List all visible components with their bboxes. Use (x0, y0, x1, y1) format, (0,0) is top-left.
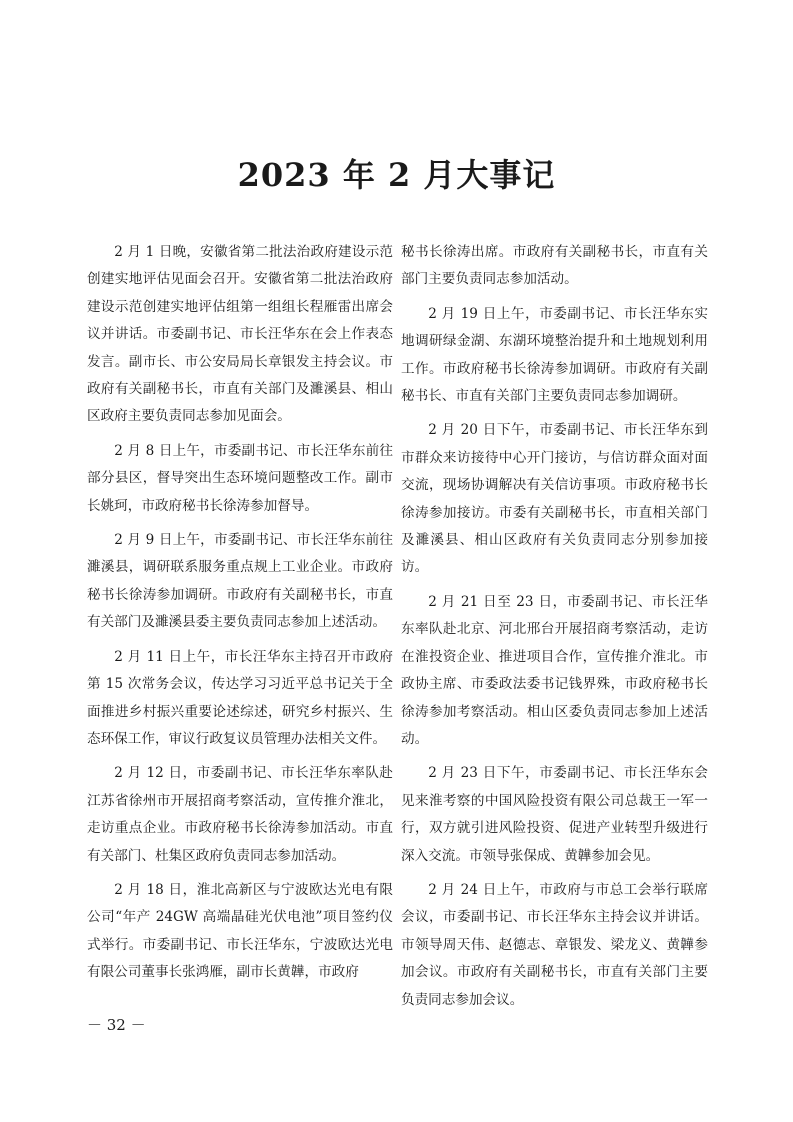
paragraph-feb-12: 2 月 12 日，市委副书记、市长汪华东率队赴江苏省徐州市开展招商考察活动，宣传推介淮北，走访重点企业。市政府秘书长徐涛参加活动。市直有关部门、杜集区政府负责同志参加活动。 (87, 765, 393, 864)
page-title: 2023 年 2 月大事记 (237, 156, 556, 194)
paragraph-feb-21: 2 月 21 日至 23 日，市委副书记、市长汪华东率队赴北京、河北邢台开展招商考察活动，走访在淮投资企业、推进项目合作，宣传推介淮北。市政协主席、市委政法委书记钱界殊，市政府秘书长徐涛参加考察活动。相山区委负责同志参加上述活动。 (401, 593, 708, 747)
paragraph-feb-1: 2 月 1 日晚，安徽省第二批法治政府建设示范创建实地评估见面会召开。安徽省第二批法治政府建设示范创建实地评估组第一组组长程雁雷出席会议并讲话。市委副书记、市长汪华东在会上作表态发言。副市长、市公安局局长章银发主持会议。市政府有关副秘书长，市直有关部门及濉溪县、相山区政府主要负责同志参加见面会。 (87, 244, 393, 425)
paragraph-feb-9: 2 月 9 日上午，市委副书记、市长汪华东前往濉溪县，调研联系服务重点规上工业企业。市政府秘书长徐涛参加调研。市政府有关副秘书长，市直有关部门及濉溪县委主要负责同志参加上述活动。 (87, 532, 393, 631)
paragraph-feb-20: 2 月 20 日下午，市委副书记、市长汪华东到市群众来访接待中心开门接访，与信访群众面对面交流，现场协调解决有关信访事项。市政府秘书长徐涛参加接访。市委有关副秘书长，市直相关部门及濉溪县、相山区政府有关负责同志分别参加接访。 (401, 422, 708, 576)
paragraph-feb-8: 2 月 8 日上午，市委副书记、市长汪华东前往部分县区，督导突出生态环境问题整改工作。副市长姚珂，市政府秘书长徐涛参加督导。 (87, 442, 393, 514)
left-column (87, 239, 393, 994)
page-number: － 32 － (87, 1016, 146, 1034)
paragraph-feb-18: 2 月 18 日，淮北高新区与宁波欧达光电有限公司“年产 24GW 高端晶硅光伏电池”项目签约仪式举行。市委副书记、市长汪华东，宁波欧达光电有限公司董事长张鸿雁，副市长黄韡，市政府 (87, 881, 393, 981)
paragraph-feb-11: 2 月 11 日上午，市长汪华东主持召开市政府第 15 次常务会议，传达学习习近平总书记关于全面推进乡村振兴重要论述综述，研究乡村振兴、生态环保工作，审议行政复议员管理办法相关文件。 (87, 648, 393, 747)
paragraph-feb-19: 2 月 19 日上午，市委副书记、市长汪华东实地调研绿金湖、东湖环境整治提升和土地规划利用工作。市政府秘书长徐涛参加调研。市政府有关副秘书长、市直有关部门主要负责同志参加调研。 (401, 305, 708, 405)
right-column (401, 239, 708, 1021)
paragraph-feb-23: 2 月 23 日下午，市委副书记、市长汪华东会见来淮考察的中国风险投资有限公司总裁王一军一行，双方就引进风险投资、促进产业转型升级进行深入交流。市领导张保成、黄韡参加会见。 (401, 765, 708, 864)
paragraph-feb-24: 2 月 24 日上午，市政府与市总工会举行联席会议，市委副书记、市长汪华东主持会议并讲话。市领导周天伟、赵德志、章银发、梁龙义、黄韡参加会议。市政府有关副秘书长，市直有关部门主要负责同志参加会议。 (401, 881, 708, 1008)
paragraph-feb-18-continued: 秘书长徐涛出席。市政府有关副秘书长，市直有关部门主要负责同志参加活动。 (401, 244, 708, 288)
